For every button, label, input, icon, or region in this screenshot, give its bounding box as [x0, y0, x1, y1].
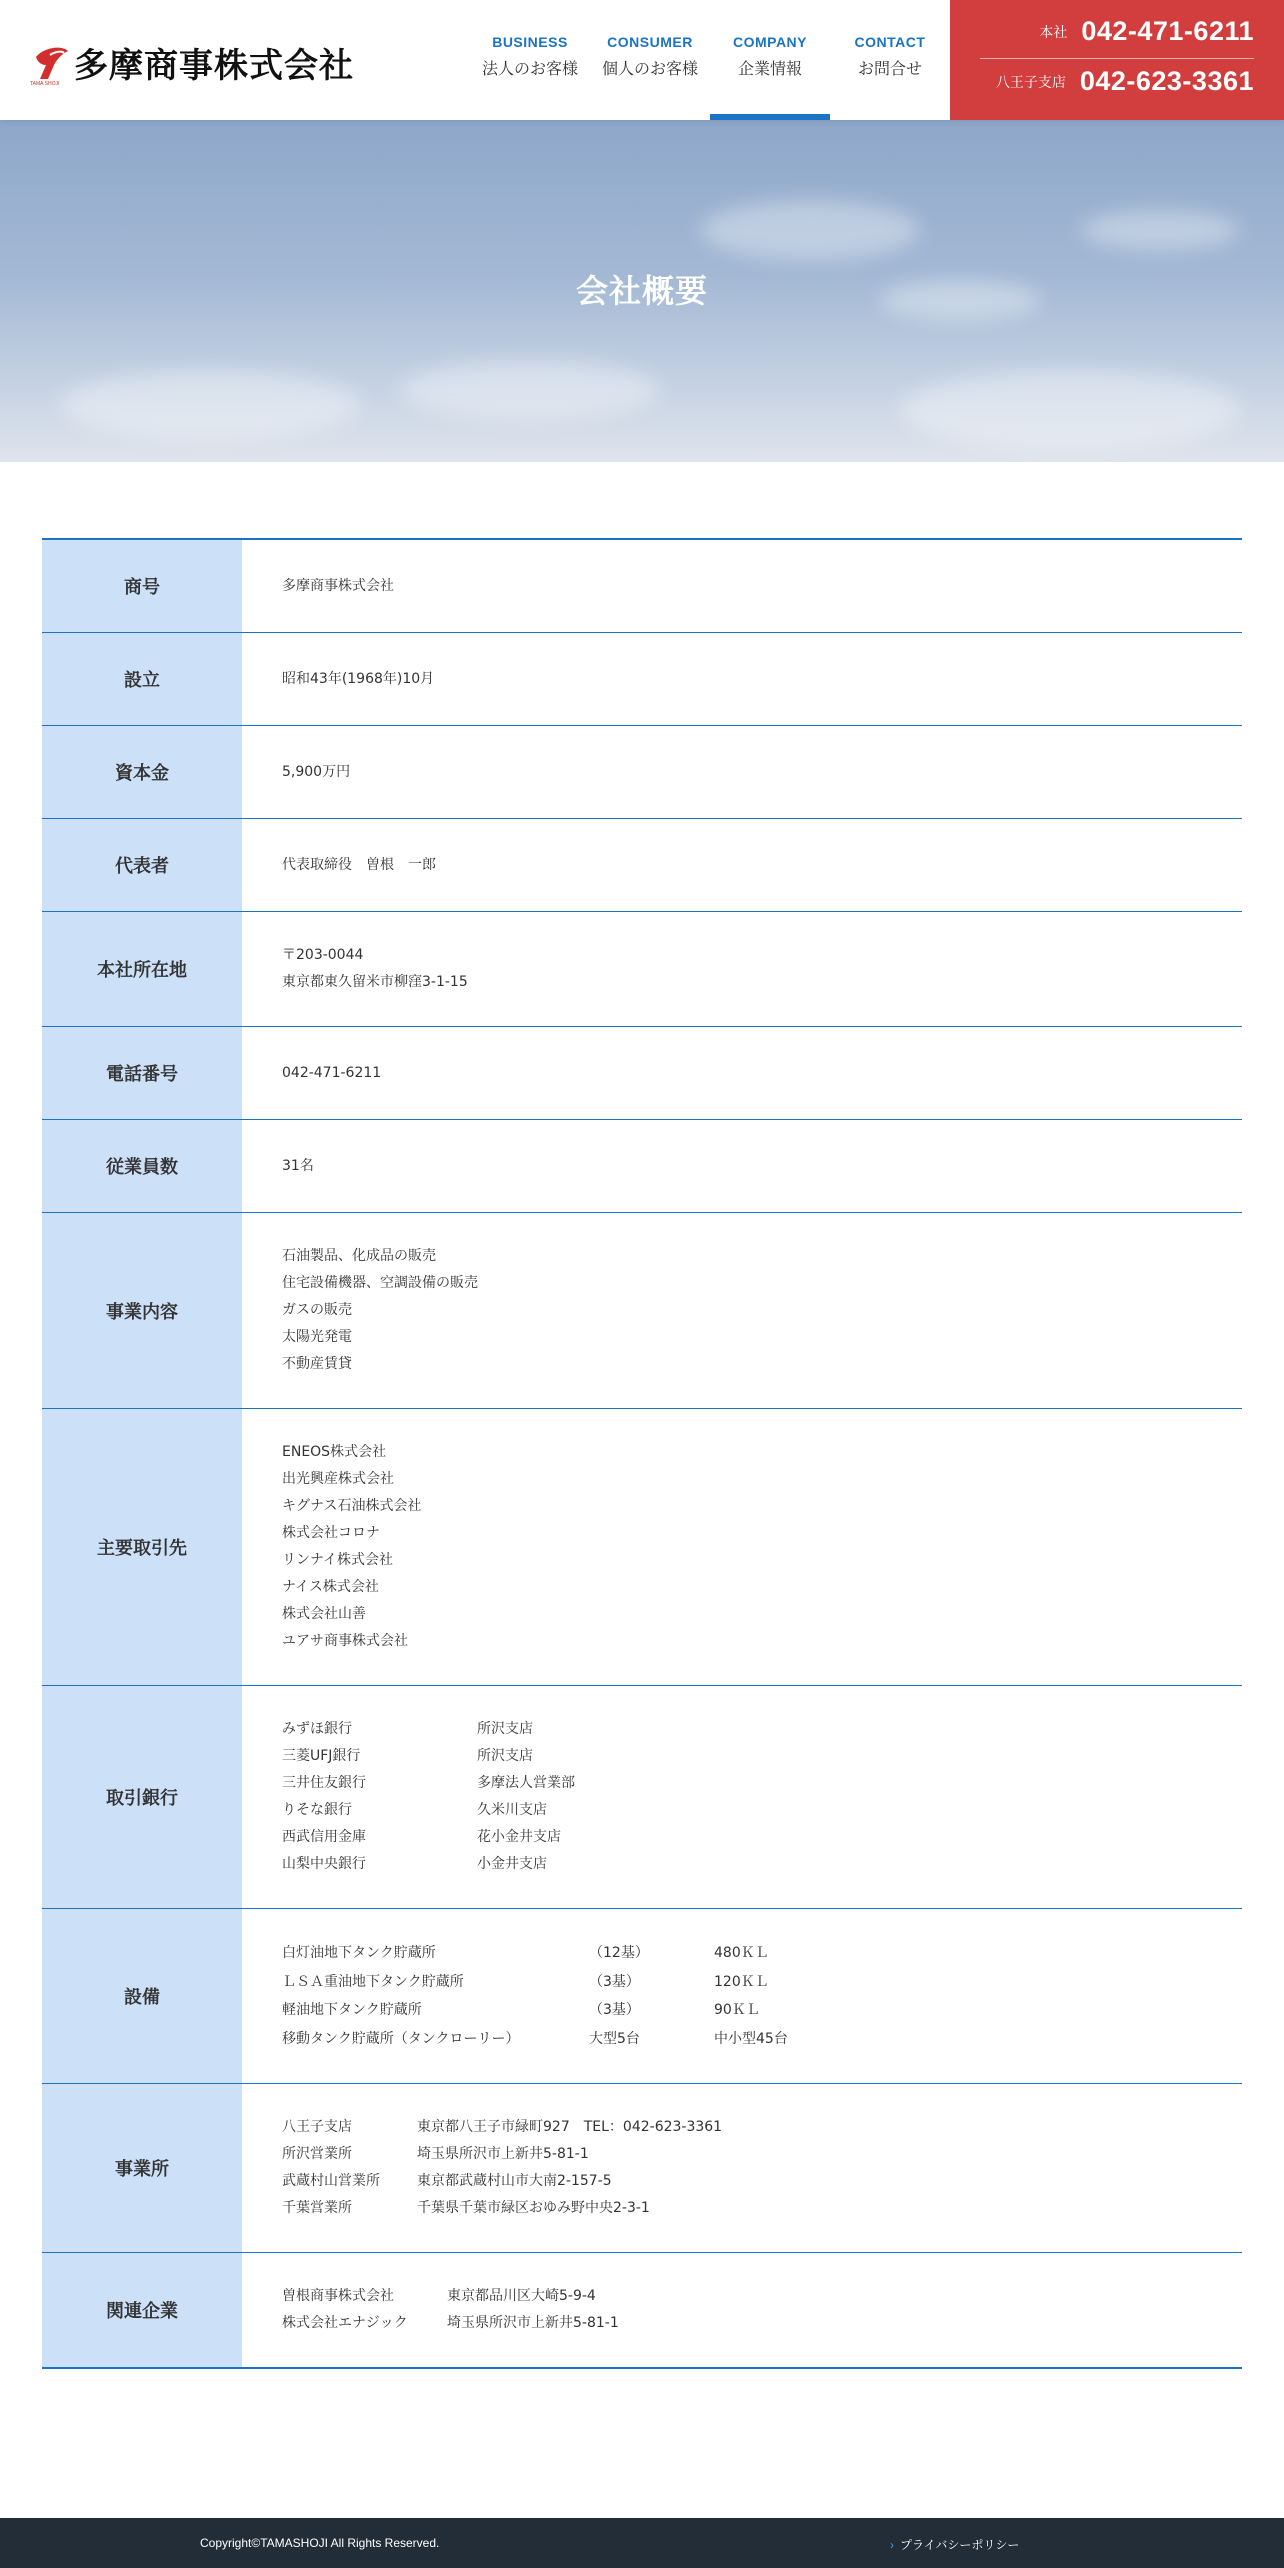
tel-hachioji[interactable]	[996, 66, 1254, 97]
page-title: 会社概要	[575, 272, 708, 310]
value-line: ユアサ商事株式会社	[282, 1633, 408, 1649]
row-label: 従業員数	[42, 1120, 242, 1212]
equipment-count: （12基）	[589, 1945, 649, 1961]
tel-label: 八王子支店	[995, 74, 1066, 91]
logo-text: 多摩商事株式会社	[74, 46, 354, 86]
table-row	[42, 540, 1242, 633]
related-name: 株式会社エナジック	[282, 2315, 408, 2331]
office-name: 八王子支店	[282, 2119, 352, 2135]
site-footer	[0, 2518, 1284, 2568]
office-address: 埼玉県所沢市上新井5-81-1	[417, 2146, 589, 2162]
equipment-name: 移動タンク貯蔵所（タンクローリー）	[282, 2030, 520, 2047]
equipment-line	[282, 1968, 1202, 1997]
bank-line	[282, 1743, 1202, 1770]
bank-line	[282, 1770, 1202, 1797]
nav-jp-label: 法人のお客様	[481, 59, 578, 78]
table-row	[42, 726, 1242, 819]
tel-number: 042-471-6211	[1081, 16, 1254, 46]
value-line: 〒203-0044	[282, 947, 364, 963]
cloud-decoration	[700, 200, 920, 260]
value-line: 石油製品、化成品の販売	[282, 1248, 436, 1264]
value-line: ガスの販売	[282, 1302, 352, 1318]
bank-branch: 多摩法人営業部	[477, 1775, 575, 1791]
value-line: ENEOS株式会社	[282, 1444, 387, 1460]
row-value	[242, 1909, 1242, 2083]
value-line: リンナイ株式会社	[282, 1552, 394, 1568]
bank-branch: 所沢支店	[477, 1721, 533, 1737]
equipment-count: （3基）	[589, 2002, 640, 2018]
value-line: ナイス株式会社	[282, 1579, 379, 1595]
value-line: 31名	[282, 1157, 314, 1174]
nav-consumer[interactable]	[590, 0, 710, 120]
chevron-right-icon: ›	[890, 2538, 894, 2552]
row-label: 商号	[42, 540, 242, 632]
value-line: 不動産賃貸	[282, 1356, 352, 1372]
cloud-decoration	[900, 370, 1240, 450]
row-value	[242, 633, 1242, 725]
value-line: 株式会社コロナ	[282, 1525, 380, 1541]
office-line	[282, 2168, 1202, 2195]
equipment-count: （3基）	[589, 1973, 640, 1990]
equipment-line	[282, 1996, 1202, 2025]
office-address: 千葉県千葉市緑区おゆみ野中央2-3-1	[417, 2200, 650, 2216]
table-row	[42, 1027, 1242, 1120]
value-line: 住宅設備機器、空調設備の販売	[282, 1275, 478, 1291]
value-line: 東京都東久留米市柳窪3-1-15	[282, 974, 468, 990]
nav-jp-label: お問合せ	[857, 59, 922, 78]
office-name: 所沢営業所	[282, 2146, 352, 2162]
logo-sub: TAMA SHOJI	[30, 80, 60, 87]
table-row	[42, 1909, 1242, 2084]
cloud-decoration	[1080, 210, 1240, 250]
row-label: 資本金	[42, 726, 242, 818]
row-label: 設備	[42, 1909, 242, 2083]
tel-label: 本社	[1039, 24, 1068, 41]
equipment-capacity: 90ＫＬ	[714, 2002, 760, 2018]
row-label: 代表者	[42, 819, 242, 911]
row-value	[242, 1213, 1242, 1408]
row-value	[242, 1027, 1242, 1119]
row-label: 電話番号	[42, 1027, 242, 1119]
related-line	[282, 2283, 1202, 2310]
row-label: 本社所在地	[42, 912, 242, 1026]
tel-head-office[interactable]	[1039, 16, 1254, 47]
table-row	[42, 2084, 1242, 2253]
row-label: 事業内容	[42, 1213, 242, 1408]
cloud-decoration	[60, 370, 360, 440]
bank-line	[282, 1716, 1202, 1743]
logo-link[interactable]	[30, 38, 354, 87]
nav-company[interactable]	[710, 0, 830, 120]
row-label: 設立	[42, 633, 242, 725]
table-row	[42, 912, 1242, 1027]
bank-name: 西武信用金庫	[282, 1829, 366, 1845]
value-line: キグナス石油株式会社	[282, 1498, 422, 1514]
value-line: 株式会社山善	[282, 1606, 366, 1622]
value-line: 042-471-6211	[282, 1064, 382, 1081]
table-row	[42, 819, 1242, 912]
row-value	[242, 726, 1242, 818]
hero-banner	[0, 120, 1284, 462]
equipment-line	[282, 1939, 1202, 1968]
bank-branch: 所沢支店	[477, 1748, 533, 1764]
equipment-capacity: 中小型45台	[714, 2030, 788, 2047]
company-info-table	[42, 538, 1242, 2369]
row-label: 事業所	[42, 2084, 242, 2252]
nav-contact[interactable]	[830, 0, 950, 120]
office-line	[282, 2141, 1202, 2168]
office-line	[282, 2195, 1202, 2222]
nav-en-label: CONTACT	[854, 34, 926, 50]
nav-jp-label: 個人のお客様	[601, 59, 698, 78]
bank-branch: 久米川支店	[477, 1802, 547, 1818]
related-name: 曽根商事株式会社	[282, 2288, 394, 2304]
row-label: 取引銀行	[42, 1686, 242, 1908]
bank-branch: 花小金井支店	[477, 1829, 561, 1845]
privacy-policy-label: プライバシーポリシー	[900, 2538, 1020, 2552]
related-line	[282, 2310, 1202, 2337]
row-value	[242, 1686, 1242, 1908]
table-row	[42, 633, 1242, 726]
row-value	[242, 1409, 1242, 1685]
bank-line	[282, 1824, 1202, 1851]
equipment-capacity: 480ＫＬ	[714, 1945, 769, 1961]
row-value	[242, 912, 1242, 1026]
table-row	[42, 1120, 1242, 1213]
tel-box	[950, 0, 1284, 120]
tel-number: 042-623-3361	[1079, 66, 1254, 96]
bank-name: 三井住友銀行	[282, 1775, 366, 1791]
office-name: 千葉営業所	[282, 2200, 352, 2216]
site-header	[0, 0, 1284, 120]
nav-en-label: BUSINESS	[492, 34, 568, 50]
related-address: 埼玉県所沢市上新井5-81-1	[447, 2315, 619, 2331]
copyright-text: Copyright©TAMASHOJI All Rights Reserved.	[200, 2536, 440, 2550]
office-line	[282, 2114, 1202, 2141]
value-line: 昭和43年(1968年)10月	[282, 670, 435, 687]
tel-divider	[980, 58, 1254, 59]
privacy-policy-link[interactable]	[890, 2536, 1019, 2553]
bank-branch: 小金井支店	[477, 1856, 547, 1872]
bank-name: みずほ銀行	[282, 1721, 352, 1737]
value-line: 太陽光発電	[282, 1329, 352, 1345]
value-line: 多摩商事株式会社	[282, 577, 394, 594]
office-address: 東京都武蔵村山市大南2-157-5	[417, 2173, 612, 2189]
row-value	[242, 2253, 1242, 2367]
row-value	[242, 819, 1242, 911]
equipment-line	[282, 2025, 1202, 2054]
table-row	[42, 1686, 1242, 1909]
equipment-name: ＬＳＡ重油地下タンク貯蔵所	[282, 1973, 464, 1990]
office-name: 武蔵村山営業所	[282, 2173, 380, 2189]
row-label: 関連企業	[42, 2253, 242, 2367]
nav-business[interactable]	[470, 0, 590, 120]
related-address: 東京都品川区大崎5-9-4	[447, 2288, 596, 2304]
bank-name: 山梨中央銀行	[282, 1856, 366, 1872]
office-address: 東京都八王子市緑町927 TEL：042-623-3361	[417, 2119, 723, 2135]
nav-jp-label: 企業情報	[737, 59, 802, 78]
bank-line	[282, 1797, 1202, 1824]
cloud-decoration	[400, 360, 660, 420]
nav-en-label: CONSUMER	[607, 34, 693, 50]
row-label: 主要取引先	[42, 1409, 242, 1685]
equipment-name: 白灯油地下タンク貯蔵所	[282, 1945, 436, 1961]
main-nav	[470, 0, 950, 120]
equipment-count: 大型5台	[589, 2030, 640, 2047]
equipment-capacity: 120ＫＬ	[714, 1973, 769, 1990]
row-value	[242, 2084, 1242, 2252]
table-row	[42, 2253, 1242, 2367]
value-line: 代表取締役 曽根 一郎	[282, 856, 436, 873]
value-line: 5,900万円	[282, 763, 351, 780]
table-row	[42, 1213, 1242, 1409]
table-row	[42, 1409, 1242, 1686]
bank-line	[282, 1851, 1202, 1878]
row-value	[242, 540, 1242, 632]
bank-name: りそな銀行	[282, 1802, 352, 1818]
row-value	[242, 1120, 1242, 1212]
equipment-name: 軽油地下タンク貯蔵所	[282, 2002, 422, 2018]
logo-mark-icon	[30, 43, 70, 87]
bank-name: 三菱UFJ銀行	[282, 1748, 361, 1764]
nav-en-label: COMPANY	[732, 34, 808, 50]
value-line: 出光興産株式会社	[282, 1471, 394, 1487]
